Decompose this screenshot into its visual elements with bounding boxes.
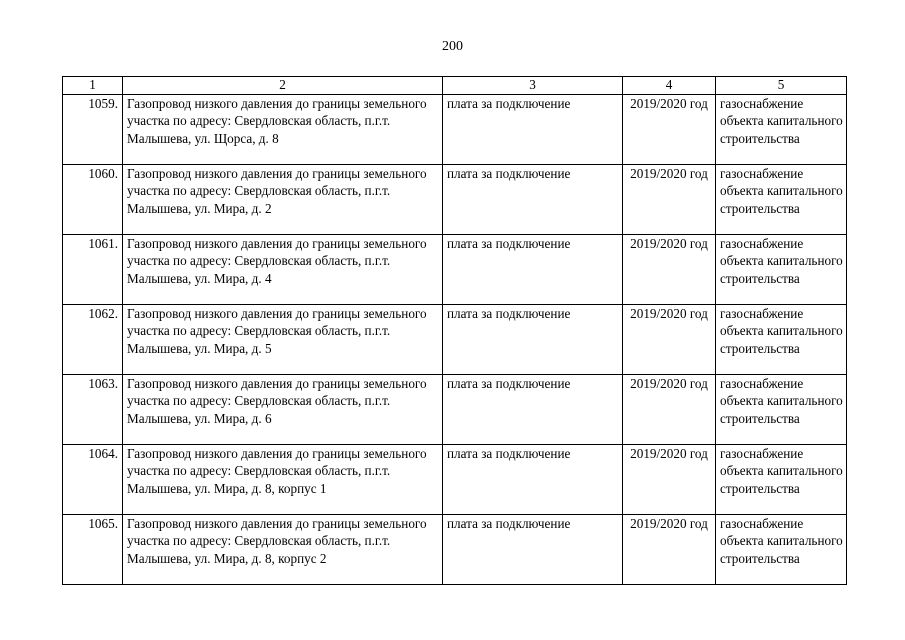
table-header bbox=[63, 77, 847, 95]
purpose: газоснабжение объекта капитального строительства bbox=[716, 445, 847, 515]
header-cell-1: 1 bbox=[63, 77, 123, 95]
period: 2019/2020 год bbox=[623, 95, 716, 165]
header-cell-4: 4 bbox=[623, 77, 716, 95]
source-type: плата за подключение bbox=[443, 95, 623, 165]
row-number: 1059. bbox=[63, 95, 123, 165]
row-number: 1065. bbox=[63, 515, 123, 585]
object-name: Газопровод низкого давления до границы земельного участка по адресу: Свердловская область, п.г.т. Малышева, ул. Щорса, д. 8 bbox=[123, 95, 443, 165]
row-number: 1063. bbox=[63, 375, 123, 445]
row-number: 1060. bbox=[63, 165, 123, 235]
period: 2019/2020 год bbox=[623, 165, 716, 235]
row-number: 1062. bbox=[63, 305, 123, 375]
purpose: газоснабжение объекта капитального строительства bbox=[716, 235, 847, 305]
row-number: 1064. bbox=[63, 445, 123, 515]
period: 2019/2020 год bbox=[623, 375, 716, 445]
period: 2019/2020 год bbox=[623, 305, 716, 375]
purpose: газоснабжение объекта капитального строительства bbox=[716, 305, 847, 375]
page-number: 200 bbox=[442, 39, 463, 54]
object-name: Газопровод низкого давления до границы земельного участка по адресу: Свердловская область, п.г.т. Малышева, ул. Мира, д. 8, корпус 2 bbox=[123, 515, 443, 585]
data-table bbox=[62, 76, 847, 585]
header-cell-5: 5 bbox=[716, 77, 847, 95]
purpose: газоснабжение объекта капитального строительства bbox=[716, 515, 847, 585]
source-type: плата за подключение bbox=[443, 305, 623, 375]
table-row bbox=[63, 375, 847, 445]
purpose: газоснабжение объекта капитального строительства bbox=[716, 95, 847, 165]
source-type: плата за подключение bbox=[443, 445, 623, 515]
table-row bbox=[63, 95, 847, 165]
table-row bbox=[63, 445, 847, 515]
purpose: газоснабжение объекта капитального строительства bbox=[716, 375, 847, 445]
table-row bbox=[63, 305, 847, 375]
source-type: плата за подключение bbox=[443, 235, 623, 305]
source-type: плата за подключение bbox=[443, 165, 623, 235]
period: 2019/2020 год bbox=[623, 235, 716, 305]
table-row bbox=[63, 515, 847, 585]
object-name: Газопровод низкого давления до границы земельного участка по адресу: Свердловская область, п.г.т. Малышева, ул. Мира, д. 6 bbox=[123, 375, 443, 445]
source-type: плата за подключение bbox=[443, 515, 623, 585]
header-cell-2: 2 bbox=[123, 77, 443, 95]
table-row bbox=[63, 235, 847, 305]
purpose: газоснабжение объекта капитального строительства bbox=[716, 165, 847, 235]
table-row bbox=[63, 165, 847, 235]
object-name: Газопровод низкого давления до границы земельного участка по адресу: Свердловская область, п.г.т. Малышева, ул. Мира, д. 8, корпус 1 bbox=[123, 445, 443, 515]
row-number: 1061. bbox=[63, 235, 123, 305]
period: 2019/2020 год bbox=[623, 515, 716, 585]
header-cell-3: 3 bbox=[443, 77, 623, 95]
header-row bbox=[63, 77, 847, 95]
object-name: Газопровод низкого давления до границы земельного участка по адресу: Свердловская область, п.г.т. Малышева, ул. Мира, д. 4 bbox=[123, 235, 443, 305]
period: 2019/2020 год bbox=[623, 445, 716, 515]
source-type: плата за подключение bbox=[443, 375, 623, 445]
table-body bbox=[63, 95, 847, 585]
object-name: Газопровод низкого давления до границы земельного участка по адресу: Свердловская область, п.г.т. Малышева, ул. Мира, д. 2 bbox=[123, 165, 443, 235]
object-name: Газопровод низкого давления до границы земельного участка по адресу: Свердловская область, п.г.т. Малышева, ул. Мира, д. 5 bbox=[123, 305, 443, 375]
